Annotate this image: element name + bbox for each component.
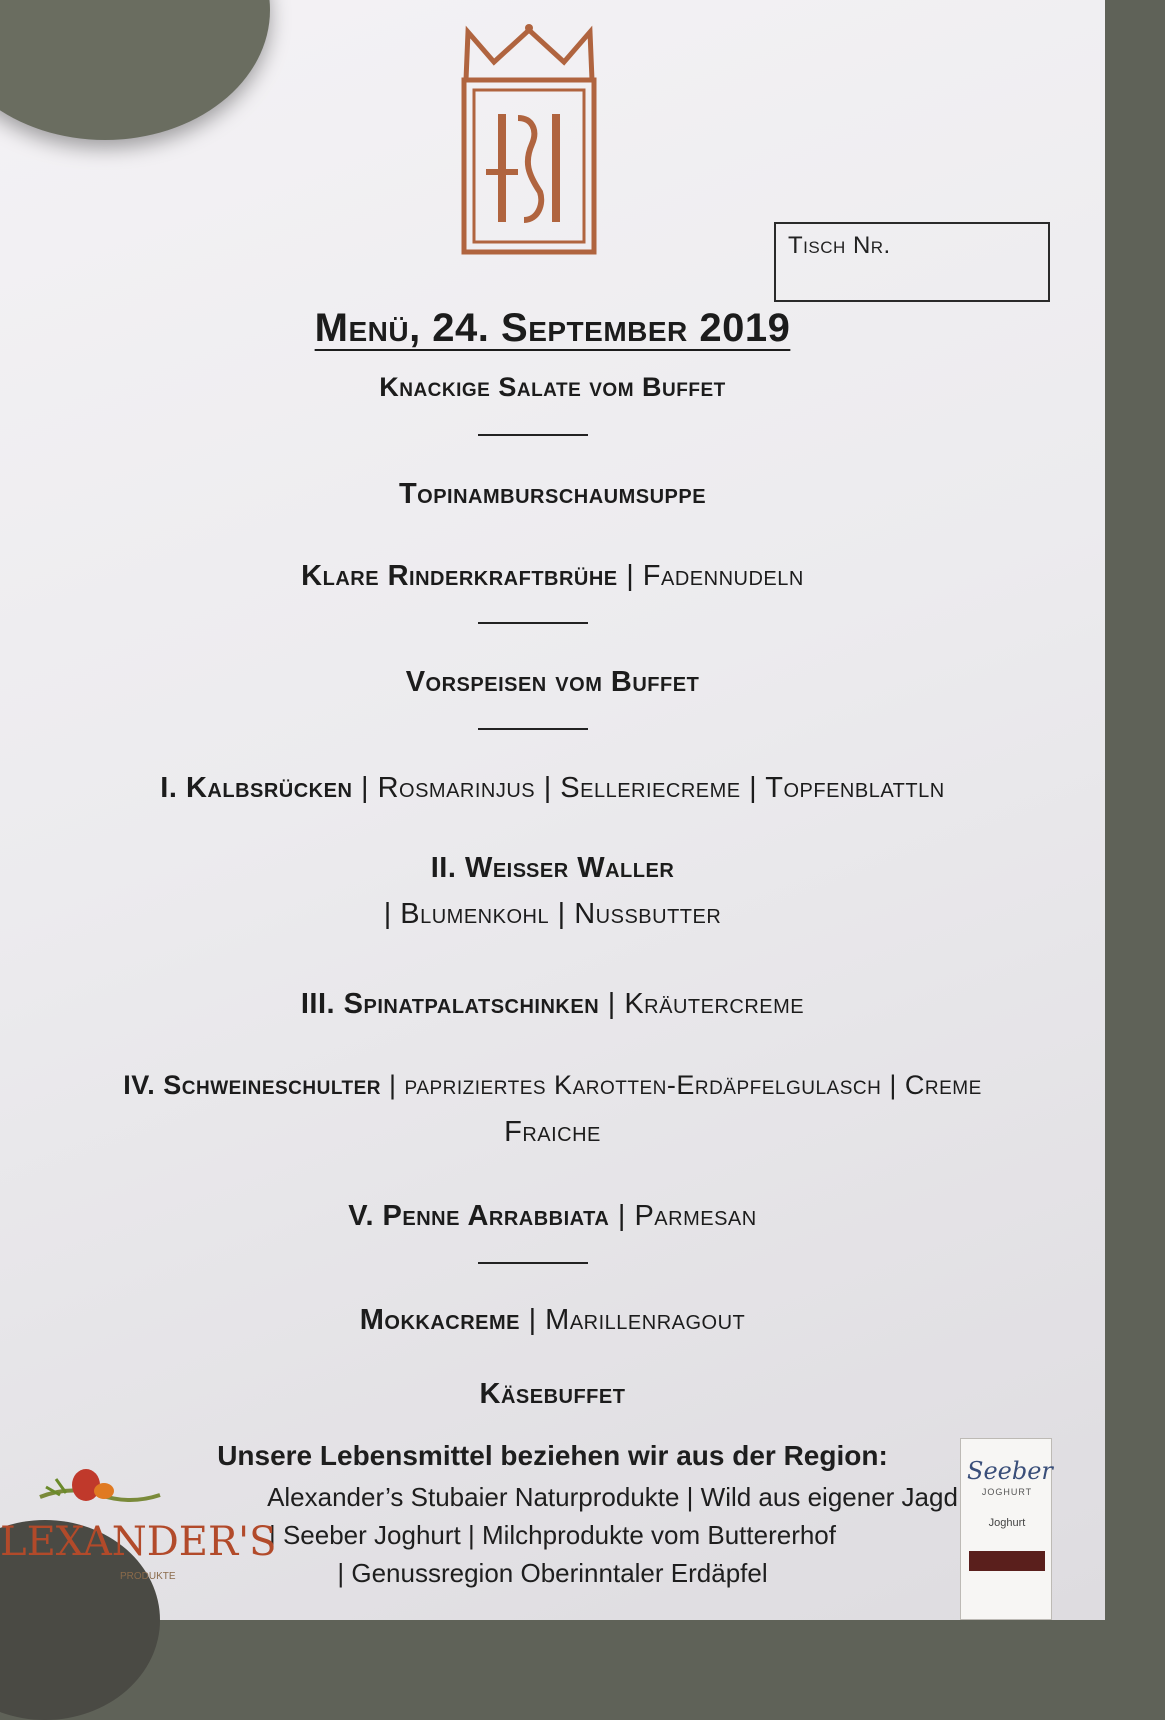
course-soup-2 — [0, 560, 1105, 593]
main-course-4-main: IV. Schweineschulter — [123, 1070, 382, 1100]
main-course-4 — [0, 1070, 1105, 1101]
dessert-side: | Marillenragout — [528, 1304, 746, 1336]
main-course-3 — [0, 988, 1105, 1021]
alexanders-logo-text: LEXANDER'S — [0, 1519, 277, 1565]
dessert-main: Mokkacreme — [359, 1304, 521, 1336]
main-course-4-side: | papriziertes Karotten-Erdäpfelgulasch | Creme — [389, 1070, 982, 1100]
dessert — [0, 1304, 1105, 1337]
region-line-3: | Genussregion Oberinntaler Erdäpfel — [337, 1558, 768, 1588]
seeber-label-band — [969, 1551, 1045, 1571]
menu-title: Menü, 24. September 2019 — [314, 306, 791, 350]
course-divider — [478, 434, 588, 436]
course-salad: Knackige Salate vom Buffet — [379, 372, 726, 402]
cheese-buffet: Käsebuffet — [479, 1378, 626, 1410]
main-course-3-side: | Kräutercreme — [607, 988, 805, 1020]
course-divider — [478, 728, 588, 730]
alexanders-logo — [0, 1455, 277, 1595]
seeber-logo-sub: JOGHURT — [981, 1487, 1033, 1497]
main-course-2-main: II. Weißer Waller — [430, 852, 675, 884]
main-course-1 — [0, 772, 1105, 805]
region-heading: Unsere Lebensmittel beziehen wir aus der Region: — [217, 1440, 888, 1471]
table-number-box — [774, 222, 1050, 302]
main-course-1-side: | Rosmarinjus | Selleriecreme | Topfenblattln — [360, 772, 945, 804]
course-soup-2-main: Klare Rinderkraftbrühe — [301, 560, 618, 592]
course-starters: Vorspeisen vom Buffet — [405, 666, 700, 698]
hotel-crown-logo — [458, 22, 600, 258]
main-course-5-side: | Parmesan — [617, 1200, 757, 1232]
course-soup-2-side: | Fadennudeln — [626, 560, 804, 592]
alexanders-logo-sub: PRODUKTE — [120, 1571, 176, 1582]
region-line-1: Alexander’s Stubaier Naturprodukte | Wild aus eigener Jagd — [267, 1482, 958, 1512]
seeber-logo-text: Seeber — [967, 1457, 1053, 1485]
main-course-3-main: III. Spinatpalatschinken — [300, 988, 600, 1020]
main-course-4-cont: Fraiche — [504, 1116, 601, 1148]
course-divider — [478, 1262, 588, 1264]
main-course-5-main: V. Penne Arrabbiata — [348, 1200, 610, 1232]
main-course-2-side: | Blumenkohl | Nussbutter — [383, 898, 722, 930]
seeber-yogurt-logo — [960, 1438, 1052, 1620]
course-soup-1: Topinamburschaumsuppe — [398, 478, 707, 510]
seeber-product-text: Joghurt — [988, 1517, 1026, 1529]
main-course-1-main: I. Kalbsrücken — [160, 772, 353, 804]
main-course-5 — [0, 1200, 1105, 1233]
table-number-label: Tisch Nr. — [788, 232, 891, 259]
region-line-2: | Seeber Joghurt | Milchprodukte vom Buttererhof — [268, 1520, 836, 1550]
course-divider — [478, 622, 588, 624]
